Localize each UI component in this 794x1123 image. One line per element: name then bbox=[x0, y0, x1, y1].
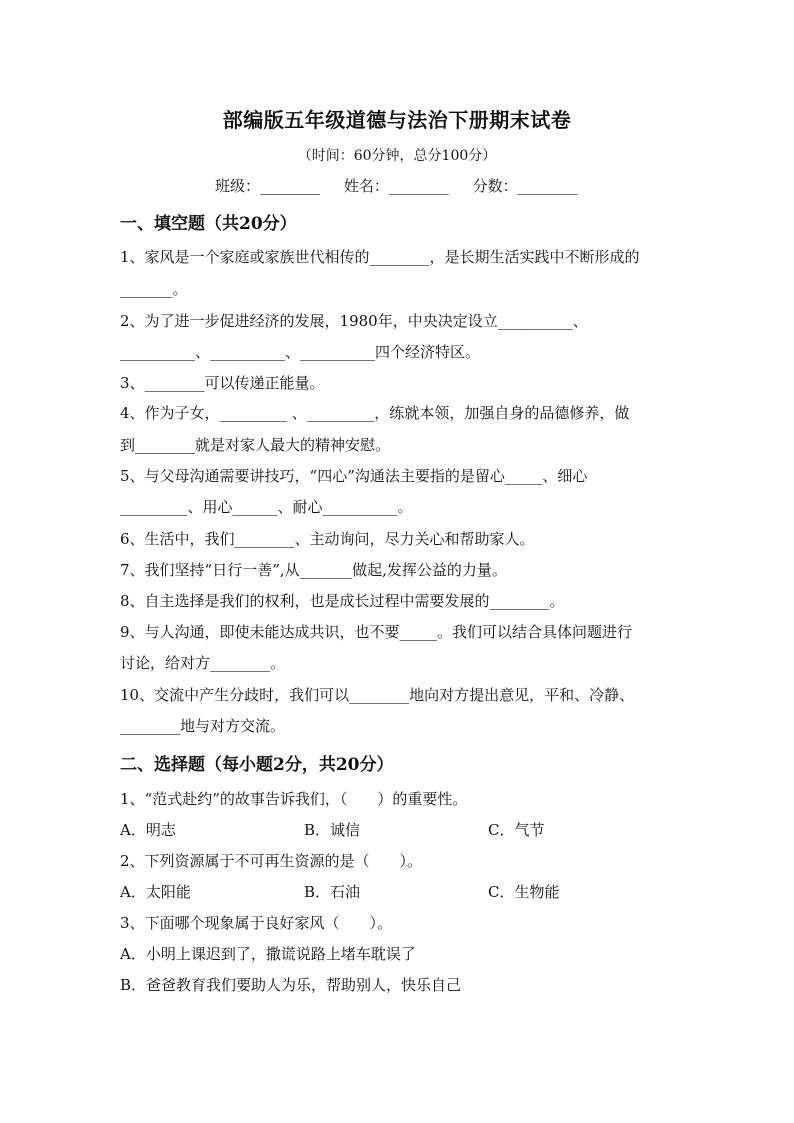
choice-option-b: B．诚信 bbox=[304, 821, 361, 839]
question-line: 到________就是对家人最大的精神安慰。 bbox=[120, 436, 391, 454]
question-line: 讨论，给对方________。 bbox=[120, 654, 286, 672]
choice-option-a: A．太阳能 bbox=[120, 883, 191, 901]
page-title: 部编版五年级道德与法治下册期末试卷 bbox=[222, 108, 572, 132]
question-line: _________、用心______、耐心__________。 bbox=[120, 498, 413, 516]
choice-question-stem: 2、下列资源属于不可再生资源的是（ ）。 bbox=[120, 852, 423, 870]
question-line: ________地与对方交流。 bbox=[120, 717, 286, 735]
choice-option-a: A．明志 bbox=[120, 821, 176, 839]
section-heading-choice: 二、选择题（每小题2分，共20分） bbox=[120, 755, 394, 775]
student-info-line: 班级：________ 姓名：________ 分数：________ bbox=[215, 177, 578, 195]
choice-question-stem: 3、下面哪个现象属于良好家风（ ）。 bbox=[120, 914, 393, 932]
choice-option-b: B．爸爸教育我们要助人为乐，帮助别人，快乐自己 bbox=[120, 976, 462, 994]
choice-option-a: A．小明上课迟到了，撒谎说路上堵车耽误了 bbox=[120, 945, 416, 963]
choice-option-c: C．气节 bbox=[488, 821, 545, 839]
question-line: 2、为了进一步促进经济的发展，1980年，中央决定设立__________、 bbox=[120, 312, 588, 330]
question-line: 7、我们坚持“日行一善”,从_______做起,发挥公益的力量。 bbox=[120, 561, 507, 579]
question-line: 4、作为子女，_________ 、_________，练就本领，加强自身的品德修养，做 bbox=[120, 404, 630, 422]
choice-option-b: B．石油 bbox=[304, 883, 361, 901]
section-heading-fill-blank: 一、填空题（共20分） bbox=[120, 214, 297, 234]
question-line: 10、交流中产生分歧时，我们可以________地向对方提出意见，平和、冷静、 bbox=[120, 686, 635, 704]
exam-time-note: （时间：60分钟，总分100分） bbox=[297, 148, 497, 164]
choice-question-stem: 1、“范式赴约”的故事告诉我们，（ ）的重要性。 bbox=[120, 790, 468, 808]
question-line: 3、________可以传递正能量。 bbox=[120, 374, 325, 392]
choice-option-c: C．生物能 bbox=[488, 883, 560, 901]
question-line: 5、与父母沟通需要讲技巧，“四心”沟通法主要指的是留心_____、细心 bbox=[120, 467, 588, 485]
question-line: 6、生活中，我们________、主动询问，尽力关心和帮助家人。 bbox=[120, 530, 535, 548]
question-line: 8、自主选择是我们的权利，也是成长过程中需要发展的________。 bbox=[120, 592, 565, 610]
question-line: 9、与人沟通，即使未能达成共识，也不要_____。我们可以结合具体问题进行 bbox=[120, 623, 633, 641]
question-line: 1、家风是一个家庭或家族世代相传的________，是长期生活实践中不断形成的 bbox=[120, 248, 640, 266]
question-line: __________、__________、__________四个经济特区。 bbox=[120, 343, 481, 361]
question-line: _______。 bbox=[120, 280, 188, 298]
